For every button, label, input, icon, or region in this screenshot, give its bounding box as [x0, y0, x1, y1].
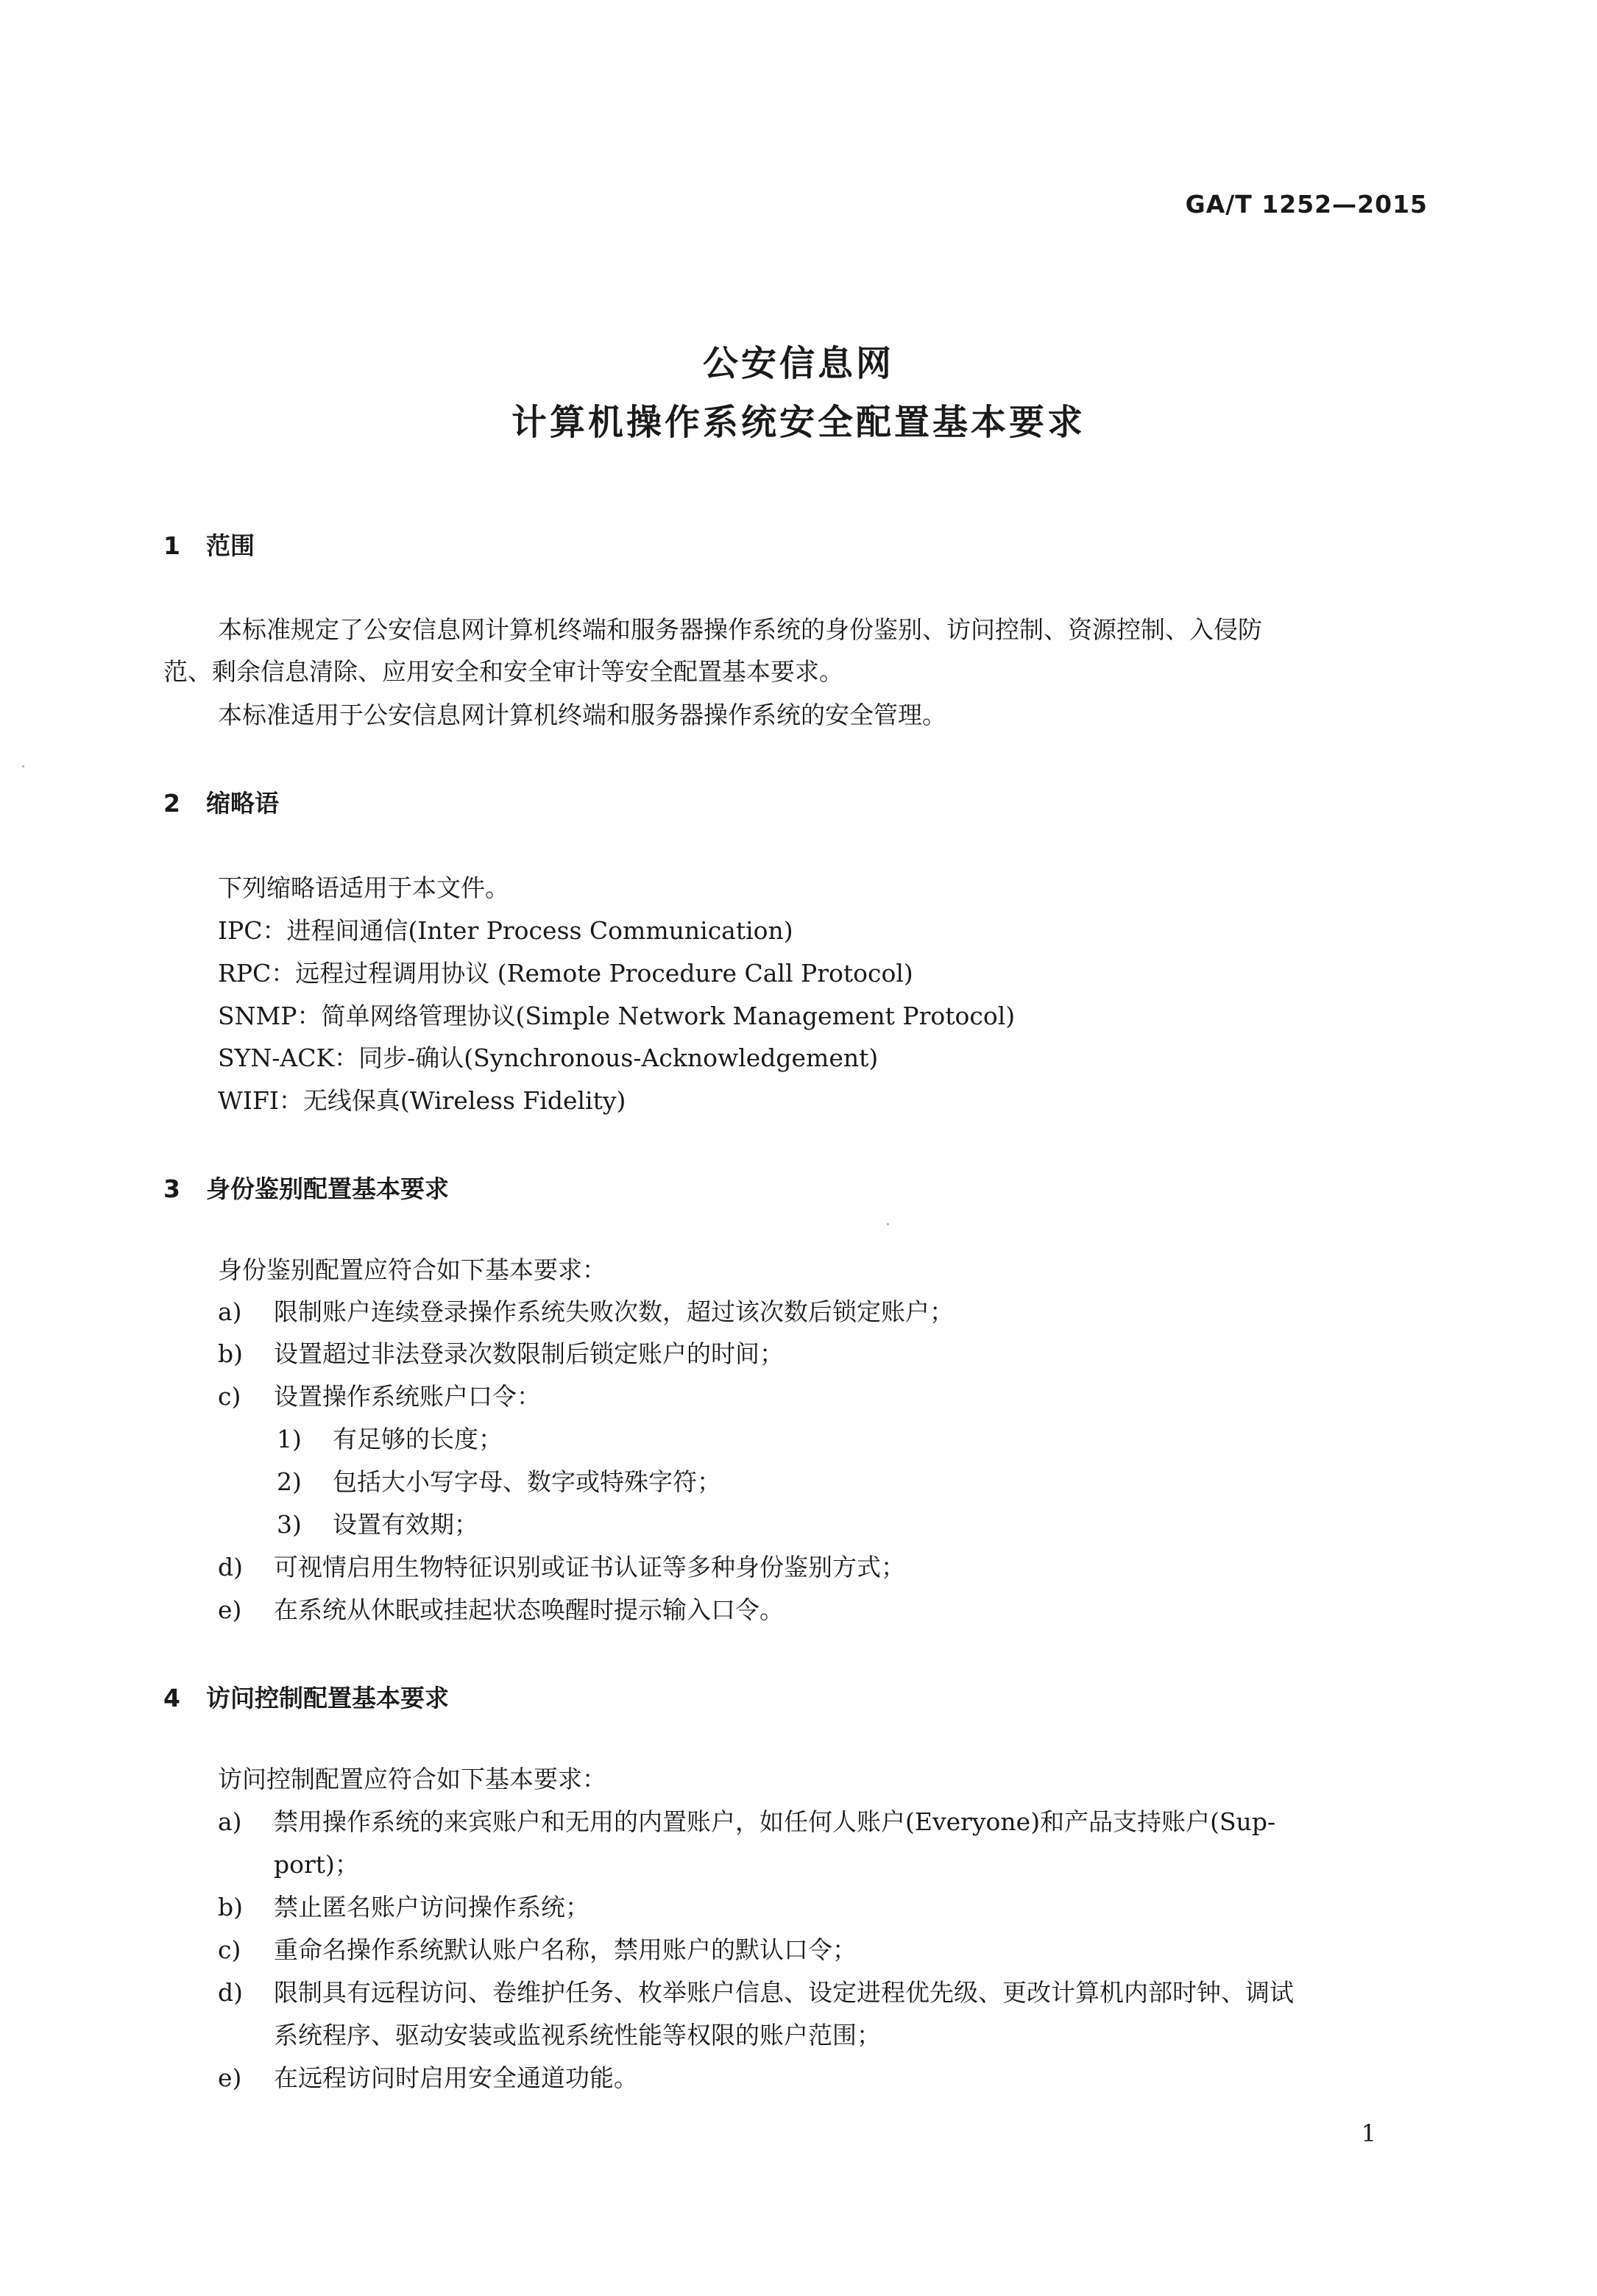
list-item-text: 设置超过非法登录次数限制后锁定账户的时间；	[274, 1339, 784, 1368]
list-item-text: 有足够的长度；	[333, 1425, 503, 1453]
paragraph-scope-line-1: 本标准规定了公安信息网计算机终端和服务器操作系统的身份鉴别、访问控制、资源控制、入侵防	[218, 615, 1262, 644]
list-item	[218, 1807, 1275, 1837]
sub-list-item	[277, 1425, 503, 1454]
abbreviation-rpc: RPC：远程过程调用协议 (Remote Procedure Call Protocol)	[218, 959, 913, 988]
standard-code: GA/T 1252—2015	[1185, 190, 1428, 219]
abbreviation-snmp: SNMP：简单网络管理协议(Simple Network Management Protocol)	[218, 1002, 1016, 1030]
section-title: 范围	[206, 531, 255, 560]
list-item-label: b)	[218, 1893, 243, 1921]
list-item	[218, 1893, 589, 1922]
section-number: 1	[163, 531, 180, 560]
list-item-label: a)	[218, 1807, 242, 1836]
title-line-2: 计算机操作系统安全配置基本要求	[511, 402, 1086, 443]
section-number: 2	[163, 789, 180, 818]
list-item	[218, 1297, 954, 1327]
list-item-label: 1)	[277, 1425, 302, 1453]
list-item-continuation: 系统程序、驱动安装或监视系统性能等权限的账户范围；	[274, 2021, 881, 2049]
list-item	[218, 1553, 905, 1582]
access-control-intro: 访问控制配置应符合如下基本要求：	[218, 1765, 606, 1793]
list-item-label: b)	[218, 1339, 243, 1368]
list-item	[218, 2063, 638, 2093]
section-title: 身份鉴别配置基本要求	[206, 1174, 449, 1203]
list-item-text: 限制具有远程访问、卷维护任务、枚举账户信息、设定进程优先级、更改计算机内部时钟、调试	[274, 1978, 1294, 2007]
section-1-heading	[163, 527, 255, 561]
section-3-heading	[163, 1170, 449, 1205]
identity-intro: 身份鉴别配置应符合如下基本要求：	[218, 1255, 606, 1284]
abbreviation-wifi: WIFI：无线保真(Wireless Fidelity)	[218, 1086, 626, 1115]
title-line-1: 公安信息网	[702, 343, 894, 384]
list-item-text: 禁用操作系统的来宾账户和无用的内置账户，如任何人账户(Everyone)和产品支持账户(Sup-	[274, 1807, 1276, 1836]
list-item-label: e)	[218, 1595, 242, 1624]
list-item-label: 3)	[277, 1510, 302, 1539]
list-item	[218, 1935, 857, 1965]
list-item-label: c)	[218, 1935, 241, 1964]
list-item-text: 包括大小写字母、数字或特殊字符；	[333, 1467, 721, 1496]
sub-list-item	[277, 1510, 478, 1539]
abbreviation-syn-ack: SYN-ACK：同步-确认(Synchronous-Acknowledgement)	[218, 1044, 879, 1072]
page-number: 1	[1361, 2119, 1376, 2147]
list-item-text: 在远程访问时启用安全通道功能。	[274, 2063, 638, 2092]
section-title: 缩略语	[206, 789, 279, 818]
list-item-label: d)	[218, 1978, 243, 2007]
list-item-label: d)	[218, 1553, 243, 1581]
list-item-label: e)	[218, 2063, 242, 2092]
list-item-label: 2)	[277, 1467, 302, 1496]
section-2-heading	[163, 784, 279, 819]
paragraph-scope-applicability: 本标准适用于公安信息网计算机终端和服务器操作系统的安全管理。	[218, 701, 946, 729]
section-number: 4	[163, 1684, 180, 1712]
list-item	[218, 1382, 541, 1411]
list-item-text: 限制账户连续登录操作系统失败次数，超过该次数后锁定账户；	[274, 1297, 954, 1326]
section-number: 3	[163, 1174, 180, 1203]
list-item-text: 禁止匿名账户访问操作系统；	[274, 1893, 589, 1921]
abbreviation-ipc: IPC：进程间通信(Inter Process Communication)	[218, 916, 793, 945]
abbreviations-intro: 下列缩略语适用于本文件。	[218, 874, 509, 902]
scan-speck	[887, 1223, 889, 1225]
sub-list-item	[277, 1467, 721, 1497]
list-item	[218, 1978, 1294, 2008]
list-item-label: c)	[218, 1382, 241, 1411]
list-item-continuation: port)；	[274, 1850, 359, 1879]
list-item-text: 可视情启用生物特征识别或证书认证等多种身份鉴别方式；	[274, 1553, 905, 1581]
section-title: 访问控制配置基本要求	[206, 1684, 449, 1712]
scan-speck	[22, 765, 24, 768]
list-item-text: 设置操作系统账户口令：	[274, 1382, 541, 1411]
list-item-label: a)	[218, 1297, 242, 1326]
list-item-text: 设置有效期；	[333, 1510, 478, 1539]
section-4-heading	[163, 1679, 449, 1714]
paragraph-scope-line-2: 范、剩余信息清除、应用安全和安全审计等安全配置基本要求。	[163, 657, 843, 686]
list-item-text: 重命名操作系统默认账户名称，禁用账户的默认口令；	[274, 1935, 857, 1964]
list-item	[218, 1595, 784, 1625]
list-item-text: 在系统从休眠或挂起状态唤醒时提示输入口令。	[274, 1595, 784, 1624]
list-item	[218, 1339, 784, 1369]
